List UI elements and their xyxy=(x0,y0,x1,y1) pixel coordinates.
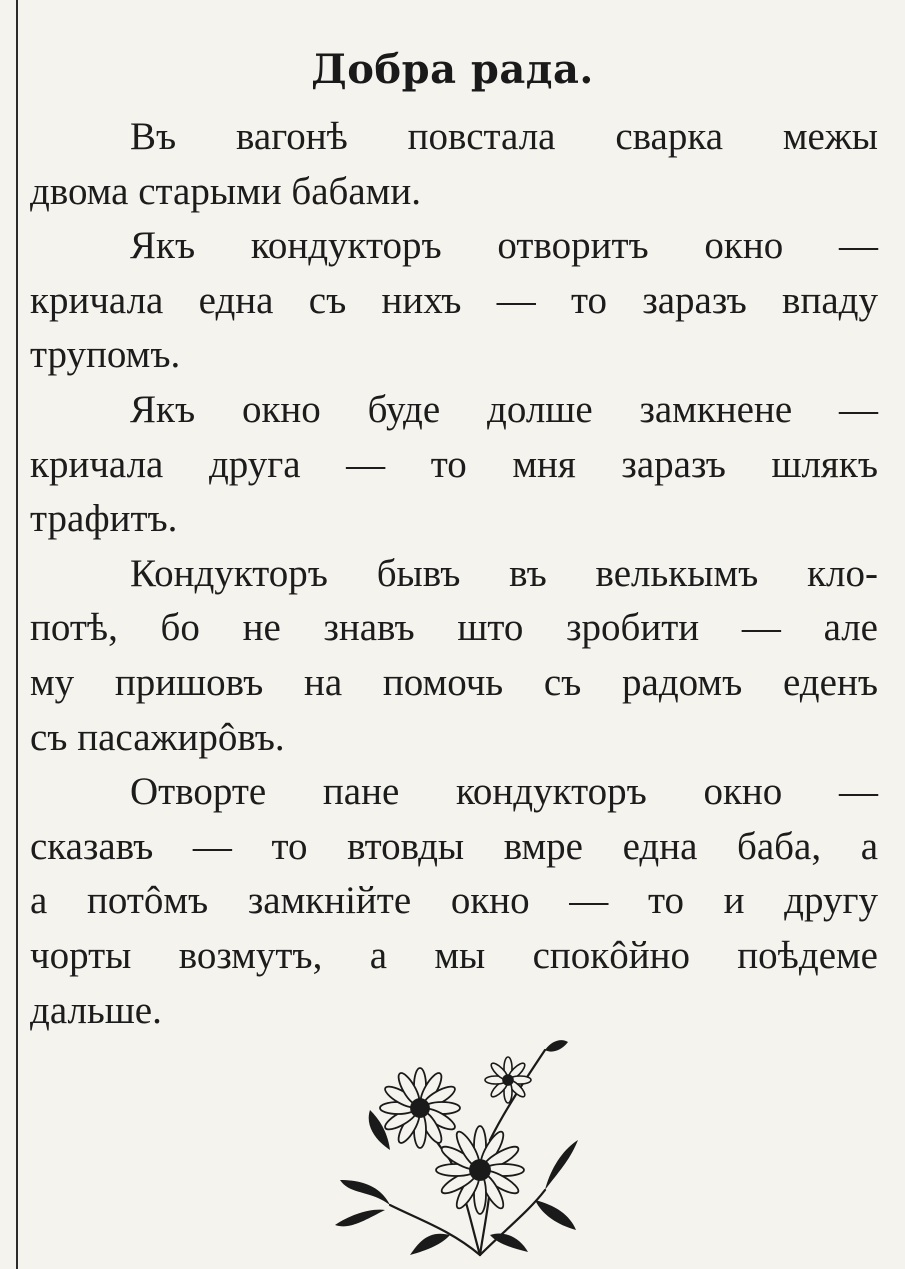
text-line: Отворте пане кондукторъ окно — xyxy=(130,770,878,814)
text-line: кричала една съ нихъ — то заразъ впаду xyxy=(30,278,878,322)
column-rule xyxy=(16,0,18,1269)
text-line: потѣ, бо не знавъ што зробити — але xyxy=(30,606,878,650)
article-body xyxy=(30,110,878,1038)
text-line: Якъ окно буде долше замкнене — xyxy=(130,387,878,431)
text-line: му пришовъ на помочь съ радомъ еденъ xyxy=(30,660,878,704)
text-line: Кондукторъ бывъ въ велькымъ кло- xyxy=(130,551,878,595)
text-line: дальше. xyxy=(30,988,162,1032)
text-line: Якъ кондукторъ отворитъ окно — xyxy=(130,224,878,268)
text-line: двома старыми бабами. xyxy=(30,169,421,213)
text-line: съ пасажирôвъ. xyxy=(30,715,285,759)
text-line: чорты возмутъ, а мы спокôйно поѣдеме xyxy=(30,933,878,977)
text-line: Въ вагонѣ повстала сварка межы xyxy=(130,115,878,158)
text-line: кричала друга — то мня заразъ шлякъ xyxy=(30,442,878,486)
text-line: трафитъ. xyxy=(30,497,178,541)
text-line: а потôмъ замкнійте окно — то и другу xyxy=(30,879,878,923)
text-line: трупомъ. xyxy=(30,333,181,377)
article-title: Добра рада. xyxy=(311,46,594,93)
flower-bouquet-icon xyxy=(330,1030,580,1260)
text-line: сказавъ — то втовды вмре една баба, а xyxy=(30,824,878,868)
